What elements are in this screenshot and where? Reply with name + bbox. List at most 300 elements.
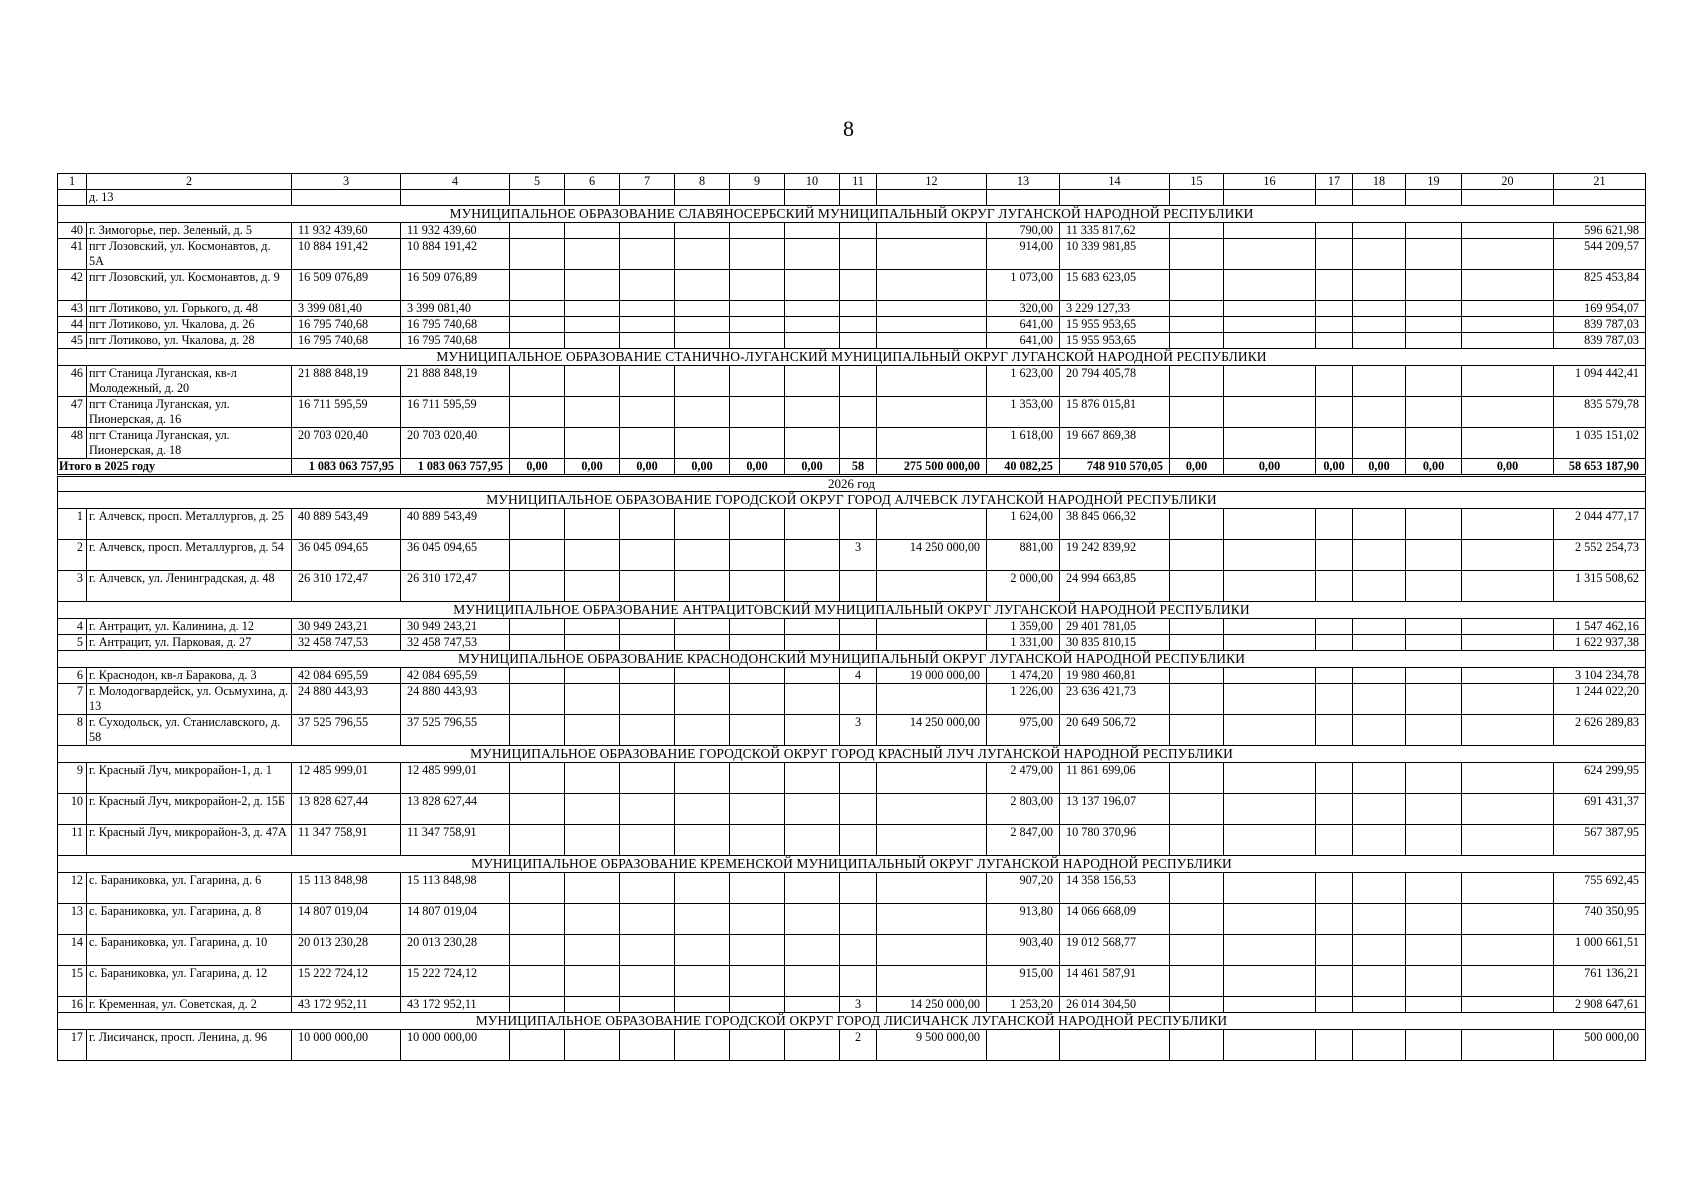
table-cell bbox=[785, 366, 840, 397]
address-cell: г. Зимогорье, пер. Зеленый, д. 5 bbox=[87, 223, 292, 239]
table-cell bbox=[1462, 1030, 1554, 1061]
table-cell bbox=[1170, 190, 1224, 206]
table-cell bbox=[510, 935, 565, 966]
table-cell bbox=[1353, 428, 1406, 459]
table-cell bbox=[620, 223, 675, 239]
table-cell bbox=[510, 397, 565, 428]
table-cell bbox=[675, 223, 730, 239]
table-cell bbox=[1224, 333, 1316, 349]
column-number-header: 16 bbox=[1224, 174, 1316, 190]
amount-cell: 19 667 869,38 bbox=[1060, 428, 1170, 459]
table-cell bbox=[1224, 794, 1316, 825]
table-cell bbox=[730, 317, 785, 333]
table-row bbox=[58, 763, 1646, 794]
table-cell bbox=[675, 397, 730, 428]
table-cell bbox=[1316, 668, 1353, 684]
amount-cell bbox=[877, 366, 987, 397]
table-cell bbox=[730, 825, 785, 856]
row-number: 7 bbox=[58, 684, 87, 715]
row-number: 8 bbox=[58, 715, 87, 746]
table-cell bbox=[730, 301, 785, 317]
table-cell bbox=[1462, 571, 1554, 602]
section-title: МУНИЦИПАЛЬНОЕ ОБРАЗОВАНИЕ ГОРОДСКОЙ ОКРУГ ГОРОД ЛИСИЧАНСК ЛУГАНСКОЙ НАРОДНОЙ РЕСПУБЛИКИ bbox=[58, 1013, 1646, 1030]
table-cell bbox=[1462, 509, 1554, 540]
table-cell bbox=[785, 684, 840, 715]
table-cell bbox=[675, 333, 730, 349]
section-header-row bbox=[58, 206, 1646, 223]
table-cell bbox=[510, 763, 565, 794]
section-header-row bbox=[58, 602, 1646, 619]
table-cell bbox=[1170, 668, 1224, 684]
table-cell bbox=[1224, 317, 1316, 333]
table-cell bbox=[1316, 366, 1353, 397]
address-cell: с. Бараниковка, ул. Гагарина, д. 10 bbox=[87, 935, 292, 966]
amount-cell bbox=[877, 428, 987, 459]
cost-total-cell: 11 932 439,60 bbox=[292, 223, 401, 239]
amount-cell bbox=[877, 635, 987, 651]
table-cell bbox=[1462, 333, 1554, 349]
register-body bbox=[58, 174, 1646, 1061]
table-cell bbox=[1316, 428, 1353, 459]
table-cell bbox=[1462, 635, 1554, 651]
row-number: 11 bbox=[58, 825, 87, 856]
table-row bbox=[58, 540, 1646, 571]
cost-cell: 12 485 999,01 bbox=[401, 763, 510, 794]
amount-cell bbox=[877, 239, 987, 270]
total-cell: 0,00 bbox=[1406, 459, 1462, 476]
address-cell: г. Антрацит, ул. Парковая, д. 27 bbox=[87, 635, 292, 651]
table-cell bbox=[730, 904, 785, 935]
table-cell bbox=[1316, 635, 1353, 651]
cost-total-cell: 16 795 740,68 bbox=[292, 317, 401, 333]
table-cell bbox=[1316, 223, 1353, 239]
table-cell bbox=[1170, 904, 1224, 935]
cost-cell: 24 880 443,93 bbox=[401, 684, 510, 715]
cost-total-cell: 36 045 094,65 bbox=[292, 540, 401, 571]
table-cell bbox=[1406, 668, 1462, 684]
cost-total-cell: 10 000 000,00 bbox=[292, 1030, 401, 1061]
table-cell bbox=[1170, 763, 1224, 794]
table-cell bbox=[675, 509, 730, 540]
count-cell bbox=[840, 635, 877, 651]
table-cell bbox=[1353, 873, 1406, 904]
amount-cell: 1 244 022,20 bbox=[1554, 684, 1646, 715]
row-number: 16 bbox=[58, 997, 87, 1013]
table-cell bbox=[1353, 317, 1406, 333]
amount-cell: 13 137 196,07 bbox=[1060, 794, 1170, 825]
table-cell bbox=[1170, 223, 1224, 239]
table-cell bbox=[1406, 540, 1462, 571]
table-cell bbox=[1353, 270, 1406, 301]
table-cell bbox=[785, 540, 840, 571]
area-cell: 903,40 bbox=[987, 935, 1060, 966]
table-row bbox=[58, 715, 1646, 746]
cost-cell: 42 084 695,59 bbox=[401, 668, 510, 684]
total-cell: 0,00 bbox=[1224, 459, 1316, 476]
table-cell bbox=[1353, 715, 1406, 746]
cost-cell: 14 807 019,04 bbox=[401, 904, 510, 935]
table-cell bbox=[510, 333, 565, 349]
table-cell bbox=[1224, 540, 1316, 571]
table-cell bbox=[1170, 715, 1224, 746]
column-number-header: 18 bbox=[1353, 174, 1406, 190]
table-cell bbox=[1406, 428, 1462, 459]
table-cell bbox=[565, 763, 620, 794]
table-cell bbox=[730, 571, 785, 602]
table-cell bbox=[565, 684, 620, 715]
total-cell: 0,00 bbox=[1462, 459, 1554, 476]
row-number: 40 bbox=[58, 223, 87, 239]
cost-total-cell: 30 949 243,21 bbox=[292, 619, 401, 635]
table-cell bbox=[1170, 794, 1224, 825]
section-header-row bbox=[58, 1013, 1646, 1030]
amount-cell: 3 104 234,78 bbox=[1554, 668, 1646, 684]
row-number: 15 bbox=[58, 966, 87, 997]
table-cell bbox=[675, 428, 730, 459]
table-cell bbox=[1316, 997, 1353, 1013]
total-cell: 0,00 bbox=[1353, 459, 1406, 476]
table-cell bbox=[510, 966, 565, 997]
column-number-header: 21 bbox=[1554, 174, 1646, 190]
amount-cell: 14 461 587,91 bbox=[1060, 966, 1170, 997]
table-cell bbox=[510, 301, 565, 317]
table-cell bbox=[510, 873, 565, 904]
section-header-row bbox=[58, 349, 1646, 366]
amount-cell bbox=[877, 619, 987, 635]
table-cell bbox=[1224, 619, 1316, 635]
table-cell bbox=[1316, 270, 1353, 301]
amount-cell: 9 500 000,00 bbox=[877, 1030, 987, 1061]
table-cell bbox=[785, 997, 840, 1013]
table-cell bbox=[675, 873, 730, 904]
table-cell bbox=[785, 763, 840, 794]
table-cell bbox=[1316, 935, 1353, 966]
table-cell bbox=[1170, 301, 1224, 317]
count-cell bbox=[840, 873, 877, 904]
address-cell: пгт Лозовский, ул. Космонавтов, д. 5А bbox=[87, 239, 292, 270]
cost-cell: 32 458 747,53 bbox=[401, 635, 510, 651]
table-cell bbox=[730, 190, 785, 206]
area-cell: 1 253,20 bbox=[987, 997, 1060, 1013]
cost-cell: 3 399 081,40 bbox=[401, 301, 510, 317]
table-cell bbox=[785, 317, 840, 333]
address-cell: пгт Лозовский, ул. Космонавтов, д. 9 bbox=[87, 270, 292, 301]
table-cell bbox=[785, 794, 840, 825]
total-cell: 275 500 000,00 bbox=[877, 459, 987, 476]
area-cell: 2 479,00 bbox=[987, 763, 1060, 794]
column-number-header: 20 bbox=[1462, 174, 1554, 190]
table-cell bbox=[730, 763, 785, 794]
table-cell bbox=[620, 935, 675, 966]
table-cell bbox=[565, 935, 620, 966]
table-cell bbox=[675, 301, 730, 317]
table-cell bbox=[565, 668, 620, 684]
row-number: 3 bbox=[58, 571, 87, 602]
table-cell bbox=[785, 239, 840, 270]
amount-cell bbox=[877, 825, 987, 856]
section-title: МУНИЦИПАЛЬНОЕ ОБРАЗОВАНИЕ ГОРОДСКОЙ ОКРУГ ГОРОД КРАСНЫЙ ЛУЧ ЛУГАНСКОЙ НАРОДНОЙ РЕСПУБЛИКИ bbox=[58, 746, 1646, 763]
table-cell bbox=[565, 301, 620, 317]
cost-cell: 11 347 758,91 bbox=[401, 825, 510, 856]
table-cell bbox=[1170, 966, 1224, 997]
amount-cell bbox=[877, 317, 987, 333]
table-cell bbox=[730, 635, 785, 651]
count-cell bbox=[840, 397, 877, 428]
table-cell bbox=[510, 509, 565, 540]
column-number-header: 8 bbox=[675, 174, 730, 190]
table-cell bbox=[1462, 397, 1554, 428]
table-cell bbox=[1353, 794, 1406, 825]
amount-cell: 1 622 937,38 bbox=[1554, 635, 1646, 651]
table-cell bbox=[675, 239, 730, 270]
amount-cell: 3 229 127,33 bbox=[1060, 301, 1170, 317]
section-title: МУНИЦИПАЛЬНОЕ ОБРАЗОВАНИЕ КРАСНОДОНСКИЙ МУНИЦИПАЛЬНЫЙ ОКРУГ ЛУГАНСКОЙ НАРОДНОЙ РЕСПУБЛИКИ bbox=[58, 651, 1646, 668]
table-cell bbox=[1462, 794, 1554, 825]
table-cell bbox=[785, 190, 840, 206]
table-cell bbox=[1170, 366, 1224, 397]
table-cell bbox=[730, 873, 785, 904]
table-cell bbox=[565, 635, 620, 651]
total-cell: 58 653 187,90 bbox=[1554, 459, 1646, 476]
cost-cell: 16 711 595,59 bbox=[401, 397, 510, 428]
table-cell bbox=[1353, 397, 1406, 428]
table-cell bbox=[1406, 571, 1462, 602]
table-cell bbox=[1316, 904, 1353, 935]
amount-cell bbox=[877, 684, 987, 715]
area-cell: 641,00 bbox=[987, 333, 1060, 349]
table-cell bbox=[1170, 684, 1224, 715]
amount-cell bbox=[877, 873, 987, 904]
table-cell bbox=[565, 333, 620, 349]
cost-cell: 43 172 952,11 bbox=[401, 997, 510, 1013]
table-cell bbox=[510, 190, 565, 206]
table-cell bbox=[1224, 635, 1316, 651]
table-cell bbox=[1462, 223, 1554, 239]
cost-cell: 13 828 627,44 bbox=[401, 794, 510, 825]
table-cell bbox=[1406, 935, 1462, 966]
amount-cell: 14 250 000,00 bbox=[877, 715, 987, 746]
table-cell bbox=[730, 270, 785, 301]
table-cell bbox=[1406, 317, 1462, 333]
table-cell bbox=[785, 668, 840, 684]
area-cell: 1 353,00 bbox=[987, 397, 1060, 428]
column-number-header: 1 bbox=[58, 174, 87, 190]
column-number-header: 3 bbox=[292, 174, 401, 190]
table-cell bbox=[840, 190, 877, 206]
table-cell bbox=[565, 825, 620, 856]
row-number: 10 bbox=[58, 794, 87, 825]
table-row bbox=[58, 571, 1646, 602]
area-cell: 1 073,00 bbox=[987, 270, 1060, 301]
column-number-header: 2 bbox=[87, 174, 292, 190]
amount-cell bbox=[877, 223, 987, 239]
cost-total-cell: 16 795 740,68 bbox=[292, 333, 401, 349]
address-cell: г. Антрацит, ул. Калинина, д. 12 bbox=[87, 619, 292, 635]
table-cell bbox=[1353, 635, 1406, 651]
table-cell bbox=[565, 904, 620, 935]
column-number-header: 9 bbox=[730, 174, 785, 190]
amount-cell: 19 000 000,00 bbox=[877, 668, 987, 684]
amount-cell bbox=[877, 270, 987, 301]
amount-cell: 2 044 477,17 bbox=[1554, 509, 1646, 540]
row-number: 42 bbox=[58, 270, 87, 301]
area-cell: 641,00 bbox=[987, 317, 1060, 333]
table-row bbox=[58, 317, 1646, 333]
table-cell bbox=[510, 571, 565, 602]
table-cell bbox=[1316, 684, 1353, 715]
address-cell: г. Красный Луч, микрорайон-1, д. 1 bbox=[87, 763, 292, 794]
amount-cell: 23 636 421,73 bbox=[1060, 684, 1170, 715]
table-row bbox=[58, 997, 1646, 1013]
table-cell bbox=[785, 223, 840, 239]
table-cell bbox=[675, 190, 730, 206]
table-cell bbox=[1406, 763, 1462, 794]
cost-total-cell: 32 458 747,53 bbox=[292, 635, 401, 651]
table-cell bbox=[620, 239, 675, 270]
table-cell bbox=[1316, 873, 1353, 904]
cost-total-cell: 20 013 230,28 bbox=[292, 935, 401, 966]
row-number: 43 bbox=[58, 301, 87, 317]
cost-cell: 15 222 724,12 bbox=[401, 966, 510, 997]
table-cell bbox=[1406, 794, 1462, 825]
table-row bbox=[58, 873, 1646, 904]
table-cell bbox=[510, 540, 565, 571]
amount-cell: 11 335 817,62 bbox=[1060, 223, 1170, 239]
table-cell bbox=[1316, 794, 1353, 825]
address-cell: пгт Лотиково, ул. Горького, д. 48 bbox=[87, 301, 292, 317]
table-row bbox=[58, 794, 1646, 825]
table-cell bbox=[785, 635, 840, 651]
amount-cell: 15 683 623,05 bbox=[1060, 270, 1170, 301]
area-cell: 907,20 bbox=[987, 873, 1060, 904]
table-cell bbox=[565, 966, 620, 997]
amount-cell: 29 401 781,05 bbox=[1060, 619, 1170, 635]
amount-cell: 755 692,45 bbox=[1554, 873, 1646, 904]
cost-total-cell: 16 711 595,59 bbox=[292, 397, 401, 428]
table-cell bbox=[620, 715, 675, 746]
area-cell: 881,00 bbox=[987, 540, 1060, 571]
table-cell bbox=[510, 715, 565, 746]
count-cell bbox=[840, 223, 877, 239]
table-cell bbox=[1224, 825, 1316, 856]
row-number: 47 bbox=[58, 397, 87, 428]
area-cell: 1 226,00 bbox=[987, 684, 1060, 715]
row-number: 46 bbox=[58, 366, 87, 397]
column-number-header: 13 bbox=[987, 174, 1060, 190]
section-header-row bbox=[58, 492, 1646, 509]
cost-cell: 37 525 796,55 bbox=[401, 715, 510, 746]
amount-cell: 500 000,00 bbox=[1554, 1030, 1646, 1061]
table-cell bbox=[1170, 509, 1224, 540]
amount-cell: 14 250 000,00 bbox=[877, 997, 987, 1013]
address-cell: пгт Станица Луганская, ул. Пионерская, д. 16 bbox=[87, 397, 292, 428]
column-number-header: 11 bbox=[840, 174, 877, 190]
table-cell bbox=[785, 966, 840, 997]
table-cell bbox=[510, 239, 565, 270]
cost-total-cell: 20 703 020,40 bbox=[292, 428, 401, 459]
table-cell bbox=[510, 794, 565, 825]
address-cell: г. Лисичанск, просп. Ленина, д. 96 bbox=[87, 1030, 292, 1061]
table-cell bbox=[730, 619, 785, 635]
amount-cell: 19 980 460,81 bbox=[1060, 668, 1170, 684]
column-number-header: 10 bbox=[785, 174, 840, 190]
count-cell: 2 bbox=[840, 1030, 877, 1061]
amount-cell: 19 012 568,77 bbox=[1060, 935, 1170, 966]
table-cell bbox=[510, 904, 565, 935]
amount-cell bbox=[1060, 1030, 1170, 1061]
amount-cell bbox=[877, 509, 987, 540]
table-cell bbox=[730, 239, 785, 270]
table-cell bbox=[565, 715, 620, 746]
table-cell bbox=[1316, 966, 1353, 997]
table-cell bbox=[675, 825, 730, 856]
area-cell: 1 359,00 bbox=[987, 619, 1060, 635]
amount-cell: 544 209,57 bbox=[1554, 239, 1646, 270]
table-cell bbox=[565, 540, 620, 571]
table-cell bbox=[1170, 825, 1224, 856]
table-cell bbox=[510, 635, 565, 651]
table-cell bbox=[620, 397, 675, 428]
table-cell bbox=[1224, 397, 1316, 428]
table-cell bbox=[1170, 397, 1224, 428]
table-row bbox=[58, 904, 1646, 935]
cost-total-cell: 26 310 172,47 bbox=[292, 571, 401, 602]
amount-cell: 740 350,95 bbox=[1554, 904, 1646, 935]
cost-cell: 16 795 740,68 bbox=[401, 317, 510, 333]
count-cell bbox=[840, 333, 877, 349]
row-number: 4 bbox=[58, 619, 87, 635]
table-cell bbox=[785, 935, 840, 966]
table-cell bbox=[1170, 935, 1224, 966]
table-cell bbox=[675, 715, 730, 746]
count-cell: 3 bbox=[840, 715, 877, 746]
table-cell bbox=[620, 333, 675, 349]
table-cell bbox=[565, 223, 620, 239]
address-cell: пгт Станица Луганская, кв-л Молодежный, д. 20 bbox=[87, 366, 292, 397]
table-row bbox=[58, 190, 1646, 206]
table-cell bbox=[1224, 301, 1316, 317]
area-cell: 1 618,00 bbox=[987, 428, 1060, 459]
table-cell bbox=[730, 540, 785, 571]
table-row bbox=[58, 509, 1646, 540]
table-cell bbox=[292, 190, 401, 206]
table-cell bbox=[1462, 270, 1554, 301]
table-cell bbox=[1224, 904, 1316, 935]
table-cell bbox=[1170, 428, 1224, 459]
amount-cell: 30 835 810,15 bbox=[1060, 635, 1170, 651]
section-header-row bbox=[58, 651, 1646, 668]
cost-total-cell: 43 172 952,11 bbox=[292, 997, 401, 1013]
table-row bbox=[58, 635, 1646, 651]
table-cell bbox=[1406, 715, 1462, 746]
table-cell bbox=[620, 540, 675, 571]
count-cell: 3 bbox=[840, 997, 877, 1013]
table-cell bbox=[1353, 223, 1406, 239]
table-row bbox=[58, 619, 1646, 635]
table-cell bbox=[401, 190, 510, 206]
table-cell bbox=[675, 317, 730, 333]
table-cell bbox=[565, 873, 620, 904]
table-cell bbox=[1406, 966, 1462, 997]
table-cell bbox=[1462, 935, 1554, 966]
table-cell bbox=[565, 509, 620, 540]
address-cell: г. Алчевск, ул. Ленинградская, д. 48 bbox=[87, 571, 292, 602]
address-cell: г. Алчевск, просп. Металлургов, д. 54 bbox=[87, 540, 292, 571]
cost-cell: 16 795 740,68 bbox=[401, 333, 510, 349]
table-cell bbox=[730, 397, 785, 428]
amount-cell: 19 242 839,92 bbox=[1060, 540, 1170, 571]
cost-cell: 10 000 000,00 bbox=[401, 1030, 510, 1061]
